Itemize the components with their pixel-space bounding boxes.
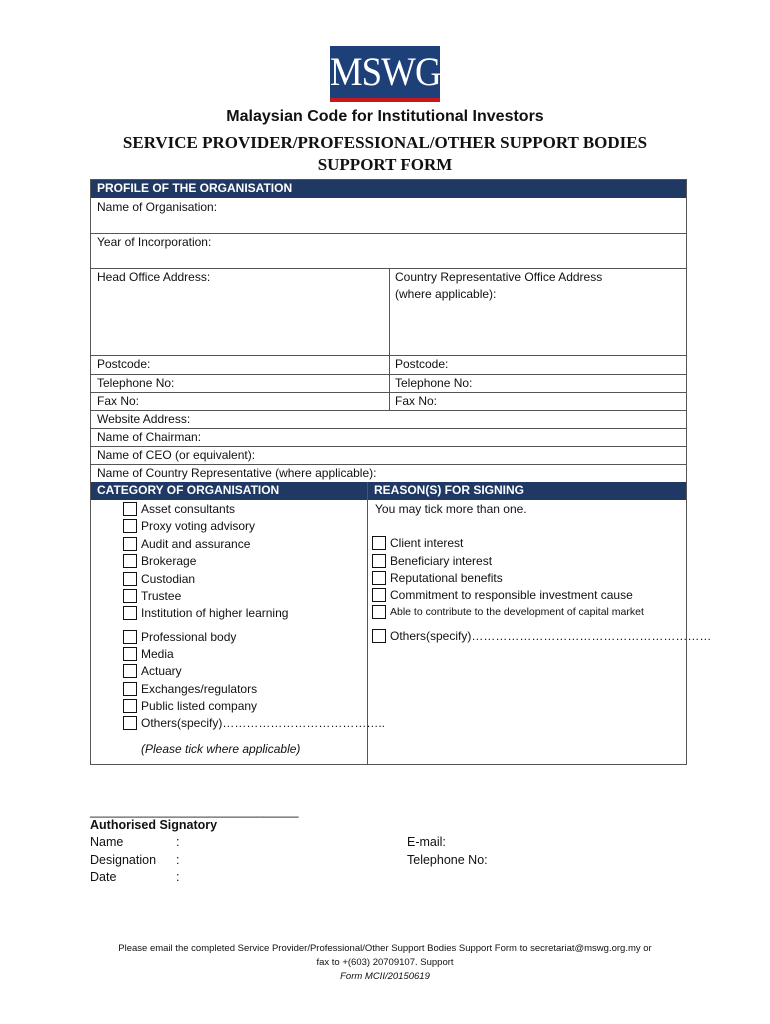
postcode-left-field[interactable]: Postcode: xyxy=(97,357,151,371)
telephone-left-field[interactable]: Telephone No: xyxy=(97,376,175,390)
checkbox[interactable] xyxy=(372,571,386,585)
checkbox[interactable] xyxy=(123,716,137,730)
reasons-instruction: You may tick more than one. xyxy=(375,502,527,516)
checkbox[interactable] xyxy=(123,572,137,586)
fax-left-field[interactable]: Fax No: xyxy=(97,394,140,408)
reason-commitment-responsible-investment[interactable]: Commitment to responsible investment cause xyxy=(372,587,633,603)
reason-beneficiary-interest[interactable]: Beneficiary interest xyxy=(372,553,492,569)
page-subtitle: Malaysian Code for Institutional Investors xyxy=(226,108,544,125)
name-label: Name xyxy=(90,835,124,849)
ceo-field[interactable]: Name of CEO (or equivalent): xyxy=(97,448,256,462)
checkbox[interactable] xyxy=(123,554,137,568)
email-label: E-mail: xyxy=(407,835,446,849)
designation-colon: : xyxy=(176,853,180,867)
tick-note: (Please tick where applicable) xyxy=(141,742,301,756)
form-code: Form MCII/20150619 xyxy=(340,971,430,982)
checkbox[interactable] xyxy=(123,630,137,644)
checkbox[interactable] xyxy=(372,629,386,643)
checkbox[interactable] xyxy=(372,536,386,550)
reason-client-interest[interactable]: Client interest xyxy=(372,535,463,551)
fax-right-field[interactable]: Fax No: xyxy=(395,394,438,408)
checkbox[interactable] xyxy=(123,647,137,661)
category-others[interactable]: Others(specify)………………………………….. xyxy=(123,715,385,731)
checkbox[interactable] xyxy=(123,537,137,551)
website-field[interactable]: Website Address: xyxy=(97,412,191,426)
country-rep-office-address-field[interactable] xyxy=(389,269,686,355)
name-of-organisation-field[interactable]: Name of Organisation: xyxy=(97,200,218,214)
category-custodian[interactable]: Custodian xyxy=(123,571,195,587)
category-trustee[interactable]: Trustee xyxy=(123,588,181,604)
footer-line-2: fax to +(603) 20709107. Support xyxy=(316,957,454,968)
title-line-1: SERVICE PROVIDER/PROFESSIONAL/OTHER SUPPORT BODIES xyxy=(122,133,648,152)
checkbox[interactable] xyxy=(123,519,137,533)
support-form xyxy=(90,179,712,765)
reason-others[interactable]: Others(specify)…………………………………………………… xyxy=(372,628,711,644)
category-proxy-voting-advisory[interactable]: Proxy voting advisory xyxy=(123,518,255,534)
category-asset-consultants[interactable]: Asset consultants xyxy=(123,501,235,517)
head-office-address-field[interactable]: Head Office Address: xyxy=(97,270,211,284)
checkbox[interactable] xyxy=(123,606,137,620)
reason-capital-market-development[interactable]: Able to contribute to the development of capital market xyxy=(372,604,644,620)
name-colon: : xyxy=(176,835,180,849)
checkbox[interactable] xyxy=(123,589,137,603)
checkbox[interactable] xyxy=(372,554,386,568)
checkbox[interactable] xyxy=(123,502,137,516)
country-rep-address-label-2: (where applicable): xyxy=(395,287,497,301)
chairman-field[interactable]: Name of Chairman: xyxy=(97,430,202,444)
checkbox[interactable] xyxy=(123,664,137,678)
category-public-listed-company[interactable]: Public listed company xyxy=(123,698,257,714)
category-media[interactable]: Media xyxy=(123,646,174,662)
category-actuary[interactable]: Actuary xyxy=(123,663,182,679)
authorised-signatory-heading: Authorised Signatory xyxy=(90,818,218,832)
column-divider xyxy=(389,269,390,410)
signature-line[interactable]: ______________________________ xyxy=(90,804,299,818)
logo-text: MSWG xyxy=(329,49,441,94)
footer xyxy=(0,942,770,984)
checkbox[interactable] xyxy=(372,605,386,619)
category-heading: CATEGORY OF ORGANISATION xyxy=(91,482,367,500)
date-colon: : xyxy=(176,870,180,884)
telephone-label: Telephone No: xyxy=(407,853,488,867)
checkbox[interactable] xyxy=(123,699,137,713)
checkbox[interactable] xyxy=(372,588,386,602)
category-exchanges-regulators[interactable]: Exchanges/regulators xyxy=(123,681,257,697)
reason-reputational-benefits[interactable]: Reputational benefits xyxy=(372,570,503,586)
category-audit-and-assurance[interactable]: Audit and assurance xyxy=(123,536,250,552)
reasons-heading: REASON(S) FOR SIGNING xyxy=(368,482,686,500)
title-line-2: SUPPORT FORM xyxy=(317,155,453,174)
year-of-incorporation-field[interactable]: Year of Incorporation: xyxy=(97,235,212,249)
category-professional-body[interactable]: Professional body xyxy=(123,629,236,645)
designation-label: Designation xyxy=(90,853,157,867)
checkbox[interactable] xyxy=(123,682,137,696)
postcode-right-field[interactable]: Postcode: xyxy=(395,357,449,371)
category-brokerage[interactable]: Brokerage xyxy=(123,553,196,569)
category-institution-higher-learning[interactable]: Institution of higher learning xyxy=(123,605,288,621)
country-rep-address-label-1: Country Representative Office Address xyxy=(395,270,603,284)
mswg-logo xyxy=(330,46,440,102)
page-title xyxy=(0,132,770,176)
footer-line-1: Please email the completed Service Provider/Professional/Other Support Bodies Support Form to secretariat@mswg.org.my or xyxy=(118,943,652,954)
profile-heading: PROFILE OF THE ORGANISATION xyxy=(91,180,686,198)
telephone-right-field[interactable]: Telephone No: xyxy=(395,376,473,390)
date-label: Date xyxy=(90,870,117,884)
country-rep-name-field[interactable]: Name of Country Representative (where applicable): xyxy=(97,466,377,480)
